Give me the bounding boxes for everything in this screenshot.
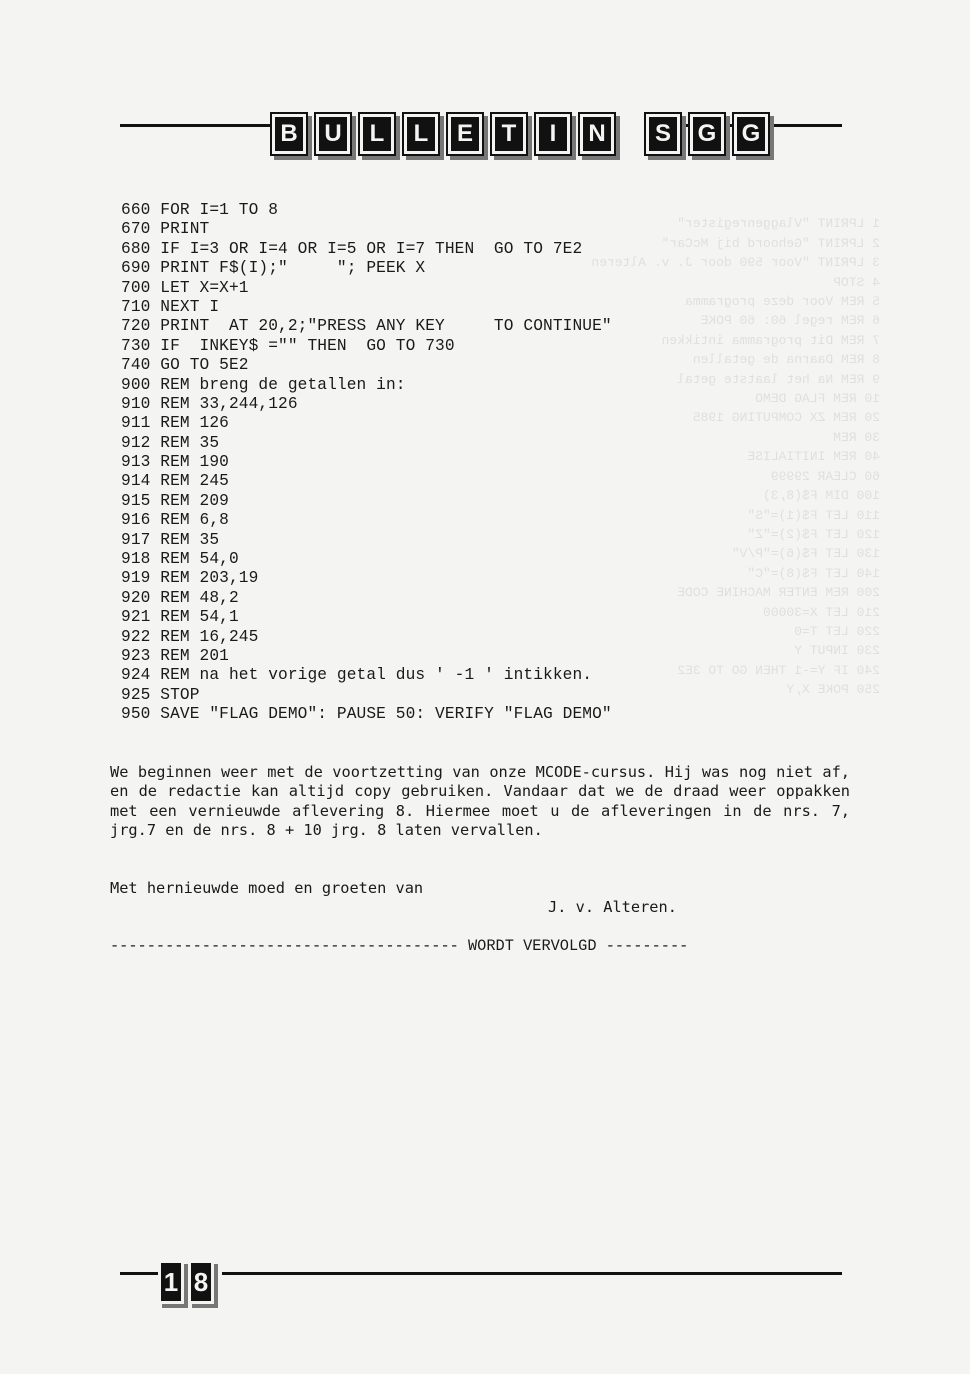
code-line: 924 REM na het vorige getal dus ' -1 ' intikken. [121, 666, 593, 685]
code-line: 690 PRINT F$(I);" "; PEEK X [121, 259, 426, 278]
logo-letter: U [314, 112, 352, 156]
code-line: 920 REM 48,2 [121, 588, 239, 607]
code-line: 916 REM 6,8 [121, 511, 229, 530]
header-rule-left [120, 124, 270, 127]
code-line: 740 GO TO 5E2 [121, 356, 249, 375]
code-line: 912 REM 35 [121, 433, 220, 452]
page-digit: 8 [188, 1260, 214, 1304]
logo-letter: T [490, 112, 528, 156]
logo-letter: N [578, 112, 616, 156]
author-signature: J. v. Alteren. [548, 898, 677, 916]
code-line: 925 STOP [121, 685, 200, 704]
code-line: 710 NEXT I [121, 297, 220, 316]
code-line: 923 REM 201 [121, 646, 229, 665]
code-line: 914 REM 245 [121, 472, 229, 491]
code-line: 918 REM 54,0 [121, 550, 239, 569]
code-line: 921 REM 54,1 [121, 608, 239, 627]
code-line: 700 LET X=X+1 [121, 278, 249, 297]
code-line: 911 REM 126 [121, 414, 229, 433]
bleed-through-shadow: 1 LPRINT "Vlaggenregister" 2 LPRINT "Gehoord bij McCar" 3 LPRINT "Voor 590 door J. v. Alteren 4 STOP 5 REM Voor deze programma 6 REM regel 60: 60 POKE 7 REM Dit programma intikken 8 REM Daarna de getallen 9 REM Na het laatste getal 10 REM FLAG DEMO 20 REM ZX COMPUTING 1985 30 REM 40 REM INITIALISE 60 CLEAR 29999 100 DIM F$(8,3) 110 LET F$(1)="S" 120 LET F$(2)="Z" 130 LET F$(6)="P/V" 140 LET F$(8)="C" 200 REM ENTER MACHINE CODE 210 LET X=30000 220 LET T=0 230 INPUT Y 240 IF Y=-1 THEN GO TO 3E2 250 POKE X,Y [591, 216, 880, 698]
logo-letter: L [358, 112, 396, 156]
code-line: 680 IF I=3 OR I=4 OR I=5 OR I=7 THEN GO TO 7E2 [121, 239, 583, 258]
footer-rule-right [222, 1272, 842, 1275]
footer-rule-left [120, 1272, 158, 1275]
logo-letter: B [270, 112, 308, 156]
code-line: 910 REM 33,244,126 [121, 394, 298, 413]
basic-listing [121, 201, 612, 725]
logo-letter: E [446, 112, 484, 156]
page-digit: 1 [158, 1260, 184, 1304]
code-line: 950 SAVE "FLAG DEMO": PAUSE 50: VERIFY "FLAG DEMO" [121, 705, 612, 724]
bulletin-sgg-logo [270, 112, 770, 156]
logo-letter: S [644, 112, 682, 156]
code-line: 730 IF INKEY$ ="" THEN GO TO 730 [121, 336, 455, 355]
code-line: 900 REM breng de getallen in: [121, 375, 406, 394]
logo-letter: G [688, 112, 726, 156]
code-line: 917 REM 35 [121, 530, 220, 549]
code-line: 660 FOR I=1 TO 8 [121, 201, 279, 219]
body-paragraph [110, 763, 850, 841]
code-line: 720 PRINT AT 20,2;"PRESS ANY KEY TO CONTINUE" [121, 317, 612, 336]
code-line: 922 REM 16,245 [121, 627, 259, 646]
code-line: 919 REM 203,19 [121, 569, 259, 588]
logo-letter: I [534, 112, 572, 156]
code-line: 915 REM 209 [121, 491, 229, 510]
page-number [158, 1260, 214, 1304]
code-line: 670 PRINT [121, 220, 210, 239]
logo-letter: L [402, 112, 440, 156]
logo-letter: G [732, 112, 770, 156]
paragraph-text: We beginnen weer met de voortzetting van onze MCODE-cursus. Hij was nog niet af, en de redactie kan altijd copy gebruiken. Vandaar dat we de draad weer oppakken met een vernieuwde aflevering 8. Hiermee moet u de afleveringen in de nrs. 7, jrg.7 en de nrs. 8 + 10 jrg. 8 laten vervallen. [110, 763, 850, 840]
code-line: 913 REM 190 [121, 453, 229, 472]
to-be-continued-line: -------------------------------------- WORDT VERVOLGD --------- [110, 937, 689, 955]
closing-greeting: Met hernieuwde moed en groeten van [110, 879, 424, 897]
